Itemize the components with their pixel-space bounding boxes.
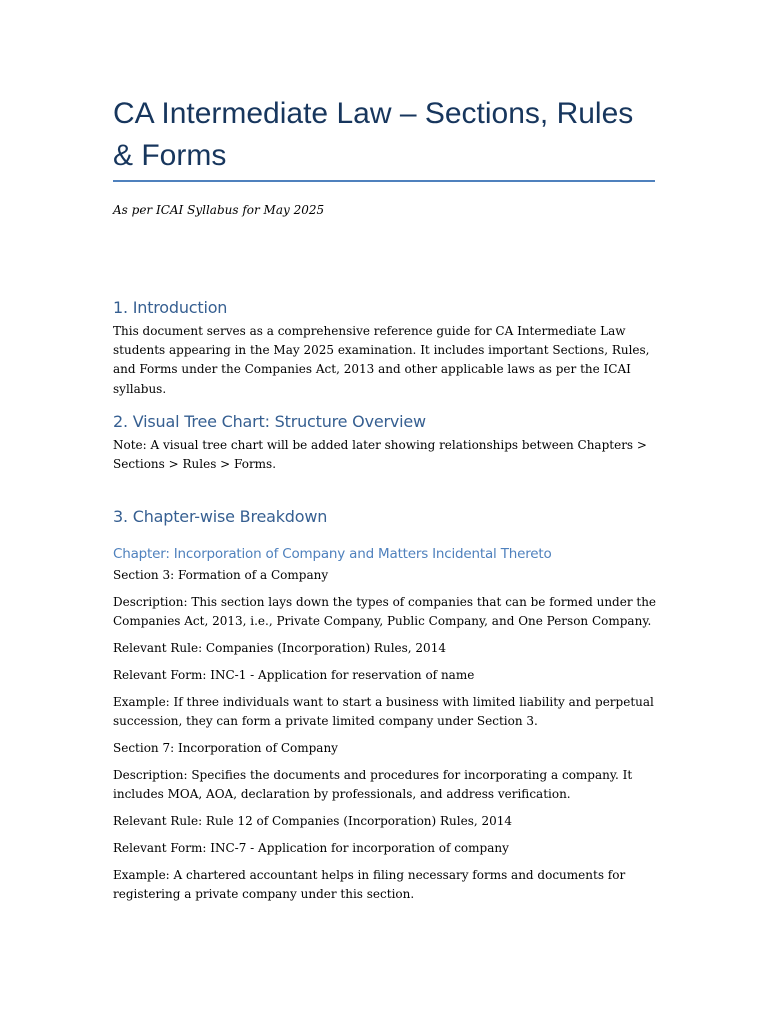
document-title: CA Intermediate Law – Sections, Rules & Forms <box>113 97 634 172</box>
section-7-form: Relevant Form: INC-7 - Application for incorporation of company <box>113 841 509 855</box>
title-divider <box>113 180 655 182</box>
section-7-title: Section 7: Incorporation of Company <box>113 741 338 755</box>
section-3-form: Relevant Form: INC-1 - Application for reservation of name <box>113 668 475 682</box>
heading-chapter-breakdown: 3. Chapter-wise Breakdown <box>113 507 328 526</box>
section-3-description: Description: This section lays down the types of companies that can be formed under the Companies Act, 2013, i.e., Private Company, Public Company, and One Person Company. <box>113 595 657 629</box>
heading-visual-tree-chart: 2. Visual Tree Chart: Structure Overview <box>113 412 426 431</box>
section-3-title: Section 3: Formation of a Company <box>113 568 329 582</box>
section-7-rule: Relevant Rule: Rule 12 of Companies (Incorporation) Rules, 2014 <box>113 814 513 828</box>
section-3-example: Example: If three individuals want to start a business with limited liability and perpetual succession, they can form a private limited company under Section 3. <box>113 695 654 729</box>
document-subtitle: As per ICAI Syllabus for May 2025 <box>113 203 325 217</box>
tree-chart-note: Note: A visual tree chart will be added later showing relationships between Chapters > Sections > Rules > Forms. <box>113 438 647 472</box>
chapter-heading: Chapter: Incorporation of Company and Matters Incidental Thereto <box>113 546 552 562</box>
heading-introduction: 1. Introduction <box>113 298 228 317</box>
section-7-example: Example: A chartered accountant helps in filing necessary forms and documents for registering a private company under this section. <box>113 868 626 902</box>
section-7-description: Description: Specifies the documents and procedures for incorporating a company. It includes MOA, AOA, declaration by professionals, and address verification. <box>113 768 633 802</box>
introduction-paragraph: This document serves as a comprehensive reference guide for CA Intermediate Law students appearing in the May 2025 examination. It includes important Sections, Rules, and Forms under the Companies Act, 2013 and other applicable laws as per the ICAI syllabus. <box>113 324 650 396</box>
section-3-rule: Relevant Rule: Companies (Incorporation) Rules, 2014 <box>113 641 446 655</box>
